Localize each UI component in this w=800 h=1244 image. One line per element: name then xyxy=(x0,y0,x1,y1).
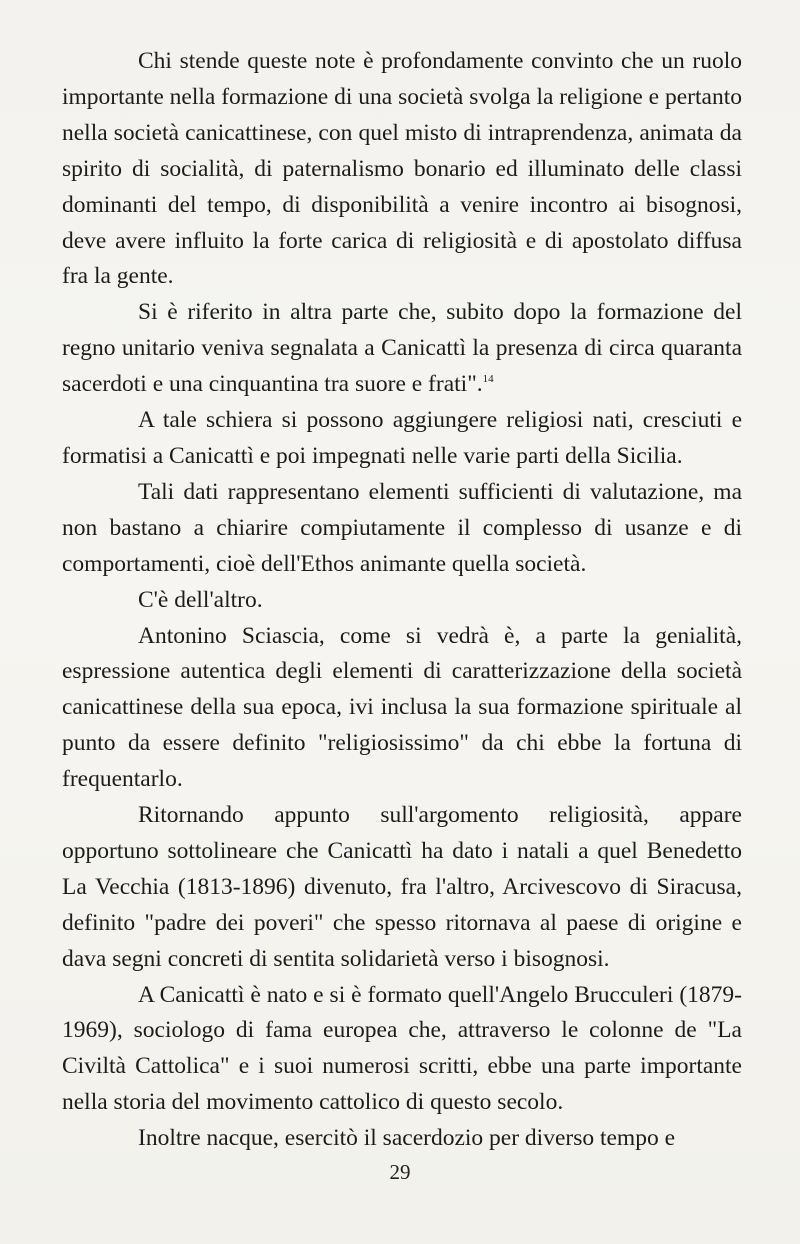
paragraph-8: A Canicattì è nato e si è formato quell'Angelo Brucculeri (1879-1969), sociologo di fama europea che, attraverso le colonne de "La Civiltà Cattolica" e i suoi numerosi scritti, ebbe una parte importante nella storia del movimento cattolico di questo secolo. xyxy=(62,981,742,1116)
paragraph-5: C'è dell'altro. xyxy=(138,586,263,613)
paragraph-3: A tale schiera si possono aggiungere religiosi nati, cresciuti e formatisi a Canicattì e poi impegnati nelle varie parti della Sicilia. xyxy=(62,407,742,469)
body-text xyxy=(62,44,742,1157)
paragraph-2-text: Si è riferito in altra parte che, subito dopo la formazione del regno unitario veniva segnalata a Canicattì la presenza di circa quaranta sacerdoti e una cinquantina tra suore e frati". xyxy=(62,299,742,398)
paragraph-7: Ritornando appunto sull'argomento religiosità, appare opportuno sottolineare che Canicattì ha dato i natali a quel Benedetto La Vecchia (1813-1896) divenuto, fra l'altro, Arcivescovo di Siracusa, definito "padre dei poveri" che spesso ritornava al paese di origine e dava segni concreti di sentita solidarietà verso i bisognosi. xyxy=(62,802,742,972)
footnote-reference: 14 xyxy=(482,373,494,386)
paragraph-6: Antonino Sciascia, come si vedrà è, a parte la genialità, espressione autentica degli elementi di caratterizzazione della società canicattinese della sua epoca, ivi inclusa la sua formazione spirituale al punto da essere definito "religiosissimo" da chi ebbe la fortuna di frequentarlo. xyxy=(62,622,742,793)
paragraph-4: Tali dati rappresentano elementi sufficienti di valutazione, ma non bastano a chiarire compiutamente il complesso di usanze e di comportamenti, cioè dell'Ethos animante quella società. xyxy=(62,478,742,577)
paragraph-2 xyxy=(62,295,742,403)
paragraph-1: Chi stende queste note è profondamente convinto che un ruolo importante nella formazione di una società svolga la religione e pertanto nella società canicattinese, con quel misto di intraprendenza, animata da spirito di socialità, di paternalismo bonario ed illuminato delle classi dominanti del tempo, di disponibilità a venire incontro ai bisognosi, deve avere influito la forte carica di religiosità e di apostolato diffusa fra la gente. xyxy=(62,48,742,290)
page-number: 29 xyxy=(389,1160,411,1184)
paragraph-9: Inoltre nacque, esercitò il sacerdozio per diverso tempo e xyxy=(138,1125,676,1152)
